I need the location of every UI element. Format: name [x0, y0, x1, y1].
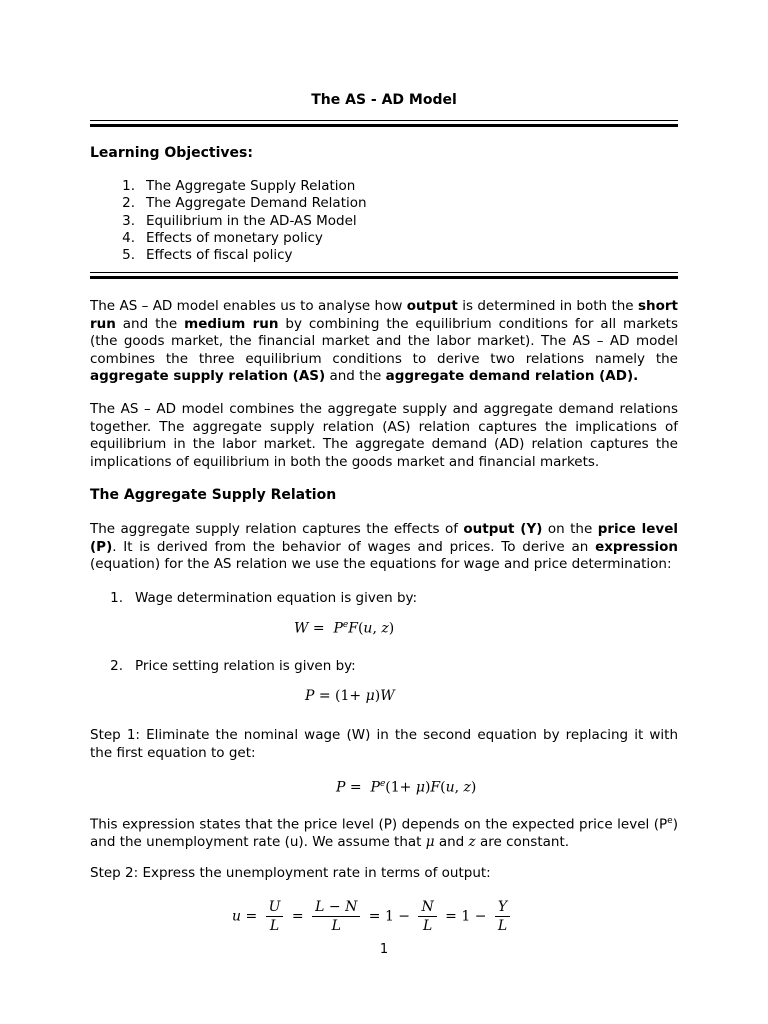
aggregate-supply-paragraph: The aggregate supply relation captures the effects of output (Y) on the price level (P). It is derived from the behavior of wages and prices. To derive an expression (equation) for the AS relation we use the equations for wage and price determination:: [90, 521, 678, 573]
wage-equation: $W = P^eF(u$, z): [294, 620, 395, 637]
unemployment-equation: u = $\frac{U}{L}$ = $\frac{L - N}{L}$ = 1 − $\frac{N}{L}$ = 1 − $\frac{Y}{L}$: [232, 898, 514, 935]
step-item-1: 1. Wage determination equation is given by:: [110, 590, 418, 606]
step1-paragraph: Step 1: Eliminate the nominal wage (W) in the second equation by replacing it with the first equation to get:: [90, 727, 678, 761]
list-item: 4. Effects of monetary policy: [122, 229, 323, 246]
page-number: 1: [379, 942, 389, 957]
intro-paragraph-2: The AS – AD model combines the aggregate supply and aggregate demand relations together. The aggregate supply relation (AS) relation captures the implications of equilibrium in the labor market. The aggregate demand (AD) relation captures the implications of equilibrium in both the goods market and financial markets.: [90, 401, 678, 470]
list-item: 1. The Aggregate Supply Relation: [122, 178, 356, 194]
objectives-rule-thick: [90, 276, 678, 279]
title-rule-thick: [90, 124, 678, 127]
combined-equation: $P = P^e(1+ \mu)F(u$, z): [336, 779, 477, 796]
explanation-paragraph: This expression states that the price level (P) depends on the expected price level $(P^e)$ and the unemployment rate (u). We assume that μ and z are constant.: [90, 816, 678, 851]
step-item-2: 2. Price setting relation is given by:: [110, 658, 356, 674]
intro-paragraph-1: The AS – AD model enables us to analyse how output is determined in both the short run and the medium run by combining the equilibrium conditions for all markets (the goods market, the financial market and the labor market). The AS – AD model combines the three equilibrium conditions to derive two relations namely the aggregate supply relation (AS) and the aggregate demand relation (AD).: [90, 298, 679, 385]
list-item: 5. Effects of fiscal policy: [122, 247, 293, 264]
learning-objectives-list: [90, 178, 367, 264]
list-item: 2. The Aggregate Demand Relation: [122, 195, 367, 212]
document-title: The AS - AD Model: [311, 92, 457, 108]
objectives-rule-thin: [90, 272, 678, 273]
title-rule-thin: [90, 120, 678, 121]
list-item: 3. Equilibrium in the AD-AS Model: [122, 212, 357, 229]
section-heading: The Aggregate Supply Relation: [90, 487, 337, 503]
price-equation: P = (1+ μ)W: [305, 688, 395, 704]
learning-objectives-heading: Learning Objectives:: [90, 145, 253, 161]
step2-paragraph: Step 2: Express the unemployment rate in terms of output:: [90, 865, 491, 881]
